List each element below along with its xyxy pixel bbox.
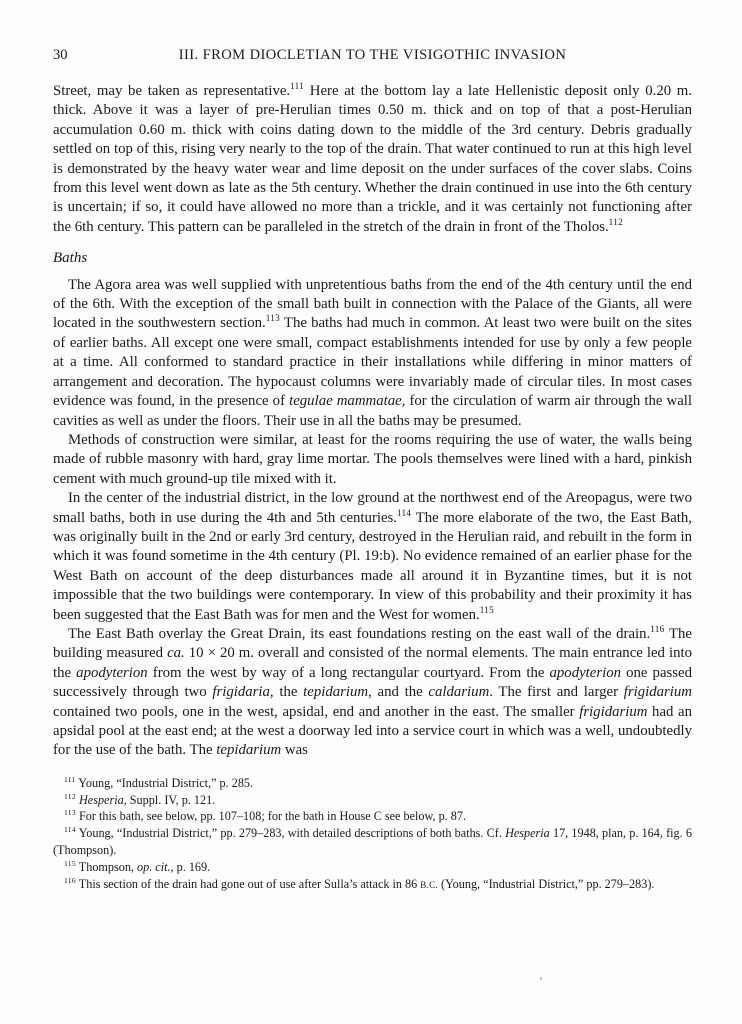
body-paragraph-continuation: [53, 82, 692, 237]
footnote-ref: 116: [64, 875, 76, 885]
italic-text-run: op. cit.: [137, 859, 171, 874]
text-run: . The first and larger: [489, 684, 624, 701]
scan-speck-artifact: [540, 977, 542, 980]
text-run: Methods of construction were similar, at least for the rooms requiring the use of water, the walls being made of rubble masonry with hard, gray lime mortar. The pools themselves were lined with a hard, pinkish cement with much ground-up tile mixed with it.: [53, 431, 692, 487]
smallcaps-text-run: B.C.: [420, 876, 438, 891]
footnote-ref: 114: [64, 825, 76, 835]
footnotes-section: [53, 775, 692, 893]
text-run: In the center of the industrial district, in the low ground at the northwest end of the Areopagus, were two small baths, both in use during the 4th and 5th centuries.: [53, 490, 692, 526]
italic-text-run: ca.: [167, 645, 185, 662]
text-run: contained two pools, one in the west, apsidal, end and another in the east. The smaller: [53, 703, 580, 720]
body-text: [53, 82, 692, 761]
italic-text-run: Hesperia: [505, 826, 550, 841]
section-heading-baths: Baths: [53, 250, 88, 267]
body-paragraph-agora-baths: [53, 276, 692, 431]
text-run: 17, 1948, plan, p. 164, fig. 6 (Thompson).: [53, 826, 692, 857]
footnote-115: [53, 859, 692, 876]
italic-text-run: Hesperia: [79, 792, 124, 807]
text-run: , Suppl. IV, p. 121.: [123, 792, 216, 807]
text-run: This section of the drain had gone out of use after Sulla’s attack in 86: [75, 876, 421, 891]
footnote-ref: 111: [290, 81, 305, 92]
text-run: , p. 169.: [170, 859, 211, 874]
text-run: Young, “Industrial District,” pp. 279–283, with detailed descriptions of both baths. Cf.: [75, 826, 506, 841]
text-run: (Young, “Industrial District,” pp. 279–283).: [438, 876, 655, 891]
italic-text-run: apodyterion: [76, 664, 148, 681]
text-run: The Agora area was well supplied with unpretentious baths from the end of the 4th century until the end of the 6th. With the exception of the small bath built in connection with the Palace of the Giants, all were located in the southwestern section.: [53, 276, 692, 332]
text-run: Young, “Industrial District,” p. 285.: [75, 775, 254, 790]
text-run: one passed successively through two: [53, 664, 693, 701]
italic-text-run: frigidarium: [579, 703, 648, 720]
text-run: The more elaborate of the two, the East Bath, was originally built in the 2nd or early 3rd century, destroyed in the Herulian raid, and rebuilt in the form in which it was found sometime in the 4th century (Pl. 19:b). No evidence remained of an earlier phase for the West Bath on account of the deep disturbances made all around it in Byzantine times, but it is not impossible that the two buildings were contemporary. In view of this probability and their proximity it has been suggested that the East Bath was for men and the West for women.: [53, 509, 692, 623]
footnote-111: [53, 775, 692, 792]
text-run: , and the: [368, 684, 429, 701]
text-run: had an apsidal pool at the east end; at the west a doorway led into a service court in which was a well, undoubtedly for the use of the bath. The: [53, 703, 692, 759]
footnote-112: [53, 792, 692, 809]
italic-text-run: frigidarium: [623, 684, 692, 701]
footnote-ref: 115: [64, 858, 76, 868]
text-run: The building measured: [53, 625, 692, 662]
page-header: [53, 46, 692, 65]
italic-text-run: caldarium: [428, 684, 490, 701]
italic-text-run: tepidarium: [303, 684, 369, 701]
text-run: For this bath, see below, pp. 107–108; for the bath in House C see below, p. 87.: [75, 809, 467, 824]
italic-text-run: tepidarium: [216, 742, 282, 759]
text-run: Street, may be taken as representative.: [53, 83, 291, 99]
text-run: , the: [269, 684, 304, 701]
running-header-title: III. FROM DIOCLETIAN TO THE VISIGOTHIC INVASION: [178, 47, 567, 63]
text-run: The East Bath overlay the Great Drain, its east foundations resting on the east wall of the drain.: [68, 625, 651, 642]
body-paragraph-two-baths: [53, 489, 692, 625]
footnote-ref: 111: [64, 774, 76, 784]
footnote-ref: 113: [64, 808, 76, 818]
text-run: from the west by way of a long rectangular courtyard. From the: [147, 664, 550, 681]
footnote-113: [53, 808, 692, 825]
page-number: 30: [53, 47, 68, 63]
footnote-ref: 114: [397, 507, 412, 518]
body-paragraph-construction: [53, 431, 692, 489]
footnote-ref: 113: [265, 313, 280, 324]
text-run: Here at the bottom lay a late Hellenistic deposit only 0.20 m. thick. Above it was a layer of pre-Herulian times 0.50 m. thick and on top of that a post-Herulian accumulation 0.60 m. thick with coins dating down to the middle of the 3rd century. Debris gradually settled on top of this, rising very nearly to the top of the drain. That water continued to run at this high level is demonstrated by the heavy water wear and lime deposit on the under surfaces of the cover slabs. Coins from this level went down as late as the 5th century. Whether the drain continued in use into the 6th century is uncertain; if so, it could have allowed no more than a trickle, and it was certainly not functioning after the 6th century. This pattern can be paralleled in the stretch of the drain in front of the Tholos.: [53, 83, 693, 235]
text-run: Thompson,: [75, 859, 138, 874]
footnote-ref: 116: [650, 624, 665, 635]
footnote-114: [53, 825, 692, 859]
italic-text-run: tegulae mammatae: [289, 393, 402, 410]
text-run: The baths had much in common. At least two were built on the sites of earlier baths. All except one were small, compact establishments intended for use by only a few people at a time. All conformed to standard practice in their installations while differing in minor matters of arrangement and decoration. The hypocaust columns were invariably made of circular tiles. In most cases evidence was found, in the presence of: [53, 315, 692, 410]
footnote-ref: 112: [64, 791, 76, 801]
footnote-116: [53, 876, 692, 893]
text-run: , for the circulation of warm air through the wall cavities as well as under the floors. Their use in all the baths may be presumed.: [53, 393, 692, 429]
body-paragraph-east-bath: [53, 625, 692, 761]
italic-text-run: apodyterion: [549, 664, 622, 681]
text-run: 10 × 20 m. overall and consisted of the normal elements. The main entrance led into the: [53, 645, 692, 681]
footnote-ref: 115: [479, 604, 495, 615]
text-run: was: [281, 742, 308, 759]
footnote-ref: 112: [608, 216, 623, 227]
italic-text-run: frigidaria: [212, 684, 270, 701]
